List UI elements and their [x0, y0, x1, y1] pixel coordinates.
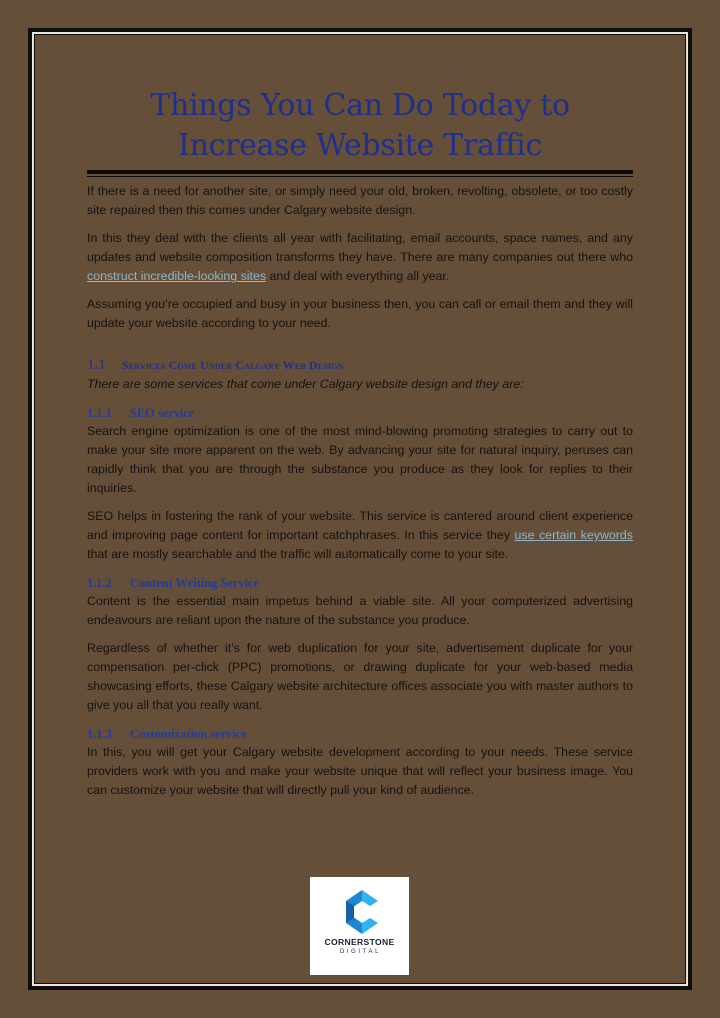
- section-title: Services Come Under Calgary Web Design: [122, 358, 344, 372]
- construct-sites-link[interactable]: construct incredible-looking sites: [87, 269, 267, 283]
- subsection-title: Content Writing Service: [130, 576, 259, 590]
- subsection-number: 1.1.3: [87, 727, 112, 741]
- page-title: Things You Can Do Today to Increase Website Traffic: [150, 88, 570, 163]
- subsection-heading-customization: [87, 725, 633, 743]
- subsection-heading-content: [87, 574, 633, 592]
- paragraph-clients: [87, 229, 633, 286]
- company-logo: [310, 877, 409, 975]
- paragraph-intro: If there is a need for another site, or simply need your old, broken, revolting, obsolete, or too costly site repaired then this comes under Calgary website design.: [87, 184, 633, 217]
- paragraph-seo-2-text-end: that are mostly searchable and the traffic will automatically come to your site.: [87, 547, 509, 561]
- logo-subtitle: DIGITAL: [339, 949, 382, 955]
- subsection-number: 1.1.1: [87, 406, 112, 420]
- title-rule-thin: [87, 176, 633, 177]
- section-intro: There are some services that come under Calgary website design and they are:: [87, 377, 524, 391]
- paragraph-seo-2: [87, 507, 633, 564]
- paragraph-content-2: Regardless of whether it’s for web duplication for your site, advertisement duplicate for your compensation per-click (PPC) promotions, or drawing duplicate for your web-based media showcasing efforts, these Calgary website architecture offices associate you with master authors to give you all that you really want.: [87, 641, 633, 712]
- paragraph-seo-1: Search engine optimization is one of the most mind-blowing promoting strategies to carry out to make your site more apparent on the web. By advancing your site for natural inquiry, peruses can rapidly think that you are through the substance you produce as they look for replies to their inquiries.: [87, 424, 633, 495]
- subsection-title: Customization service: [130, 727, 247, 741]
- paragraph-busy: Assuming you’re occupied and busy in your business then, you can call or email them and they will update your website according to your need.: [87, 297, 633, 330]
- cornerstone-logo-icon: [342, 890, 378, 934]
- use-keywords-link[interactable]: use certain keywords: [514, 528, 633, 542]
- title-rule: [87, 170, 633, 174]
- section-number: 1.1: [87, 357, 106, 373]
- paragraph-clients-text-end: and deal with everything all year.: [266, 269, 450, 283]
- section-heading-services: [87, 355, 633, 375]
- subsection-number: 1.1.2: [87, 576, 112, 590]
- paragraph-customization: In this, you will get your Calgary website development according to your needs. These service providers work with you and make your website unique that will reflect your business image. You can customize your website that will directly pull your kind of audience.: [87, 745, 633, 797]
- logo-name: CORNERSTONE: [324, 937, 395, 947]
- subsection-title: SEO service: [130, 406, 195, 420]
- paragraph-content-1: Content is the essential main impetus behind a viable site. All your computerized advertising endeavours are reliant upon the nature of the substance you produce.: [87, 594, 633, 627]
- paragraph-seo-2-text: SEO helps in fostering the rank of your website. This service is cantered around client experience and improving page content for important catchphrases. In this service they: [87, 509, 633, 542]
- document-content: [87, 86, 633, 800]
- subsection-heading-seo: [87, 404, 633, 422]
- paragraph-clients-text: In this they deal with the clients all year with facilitating, email accounts, space names, and any updates and website composition transforms they have. There are many companies out there who: [87, 231, 633, 264]
